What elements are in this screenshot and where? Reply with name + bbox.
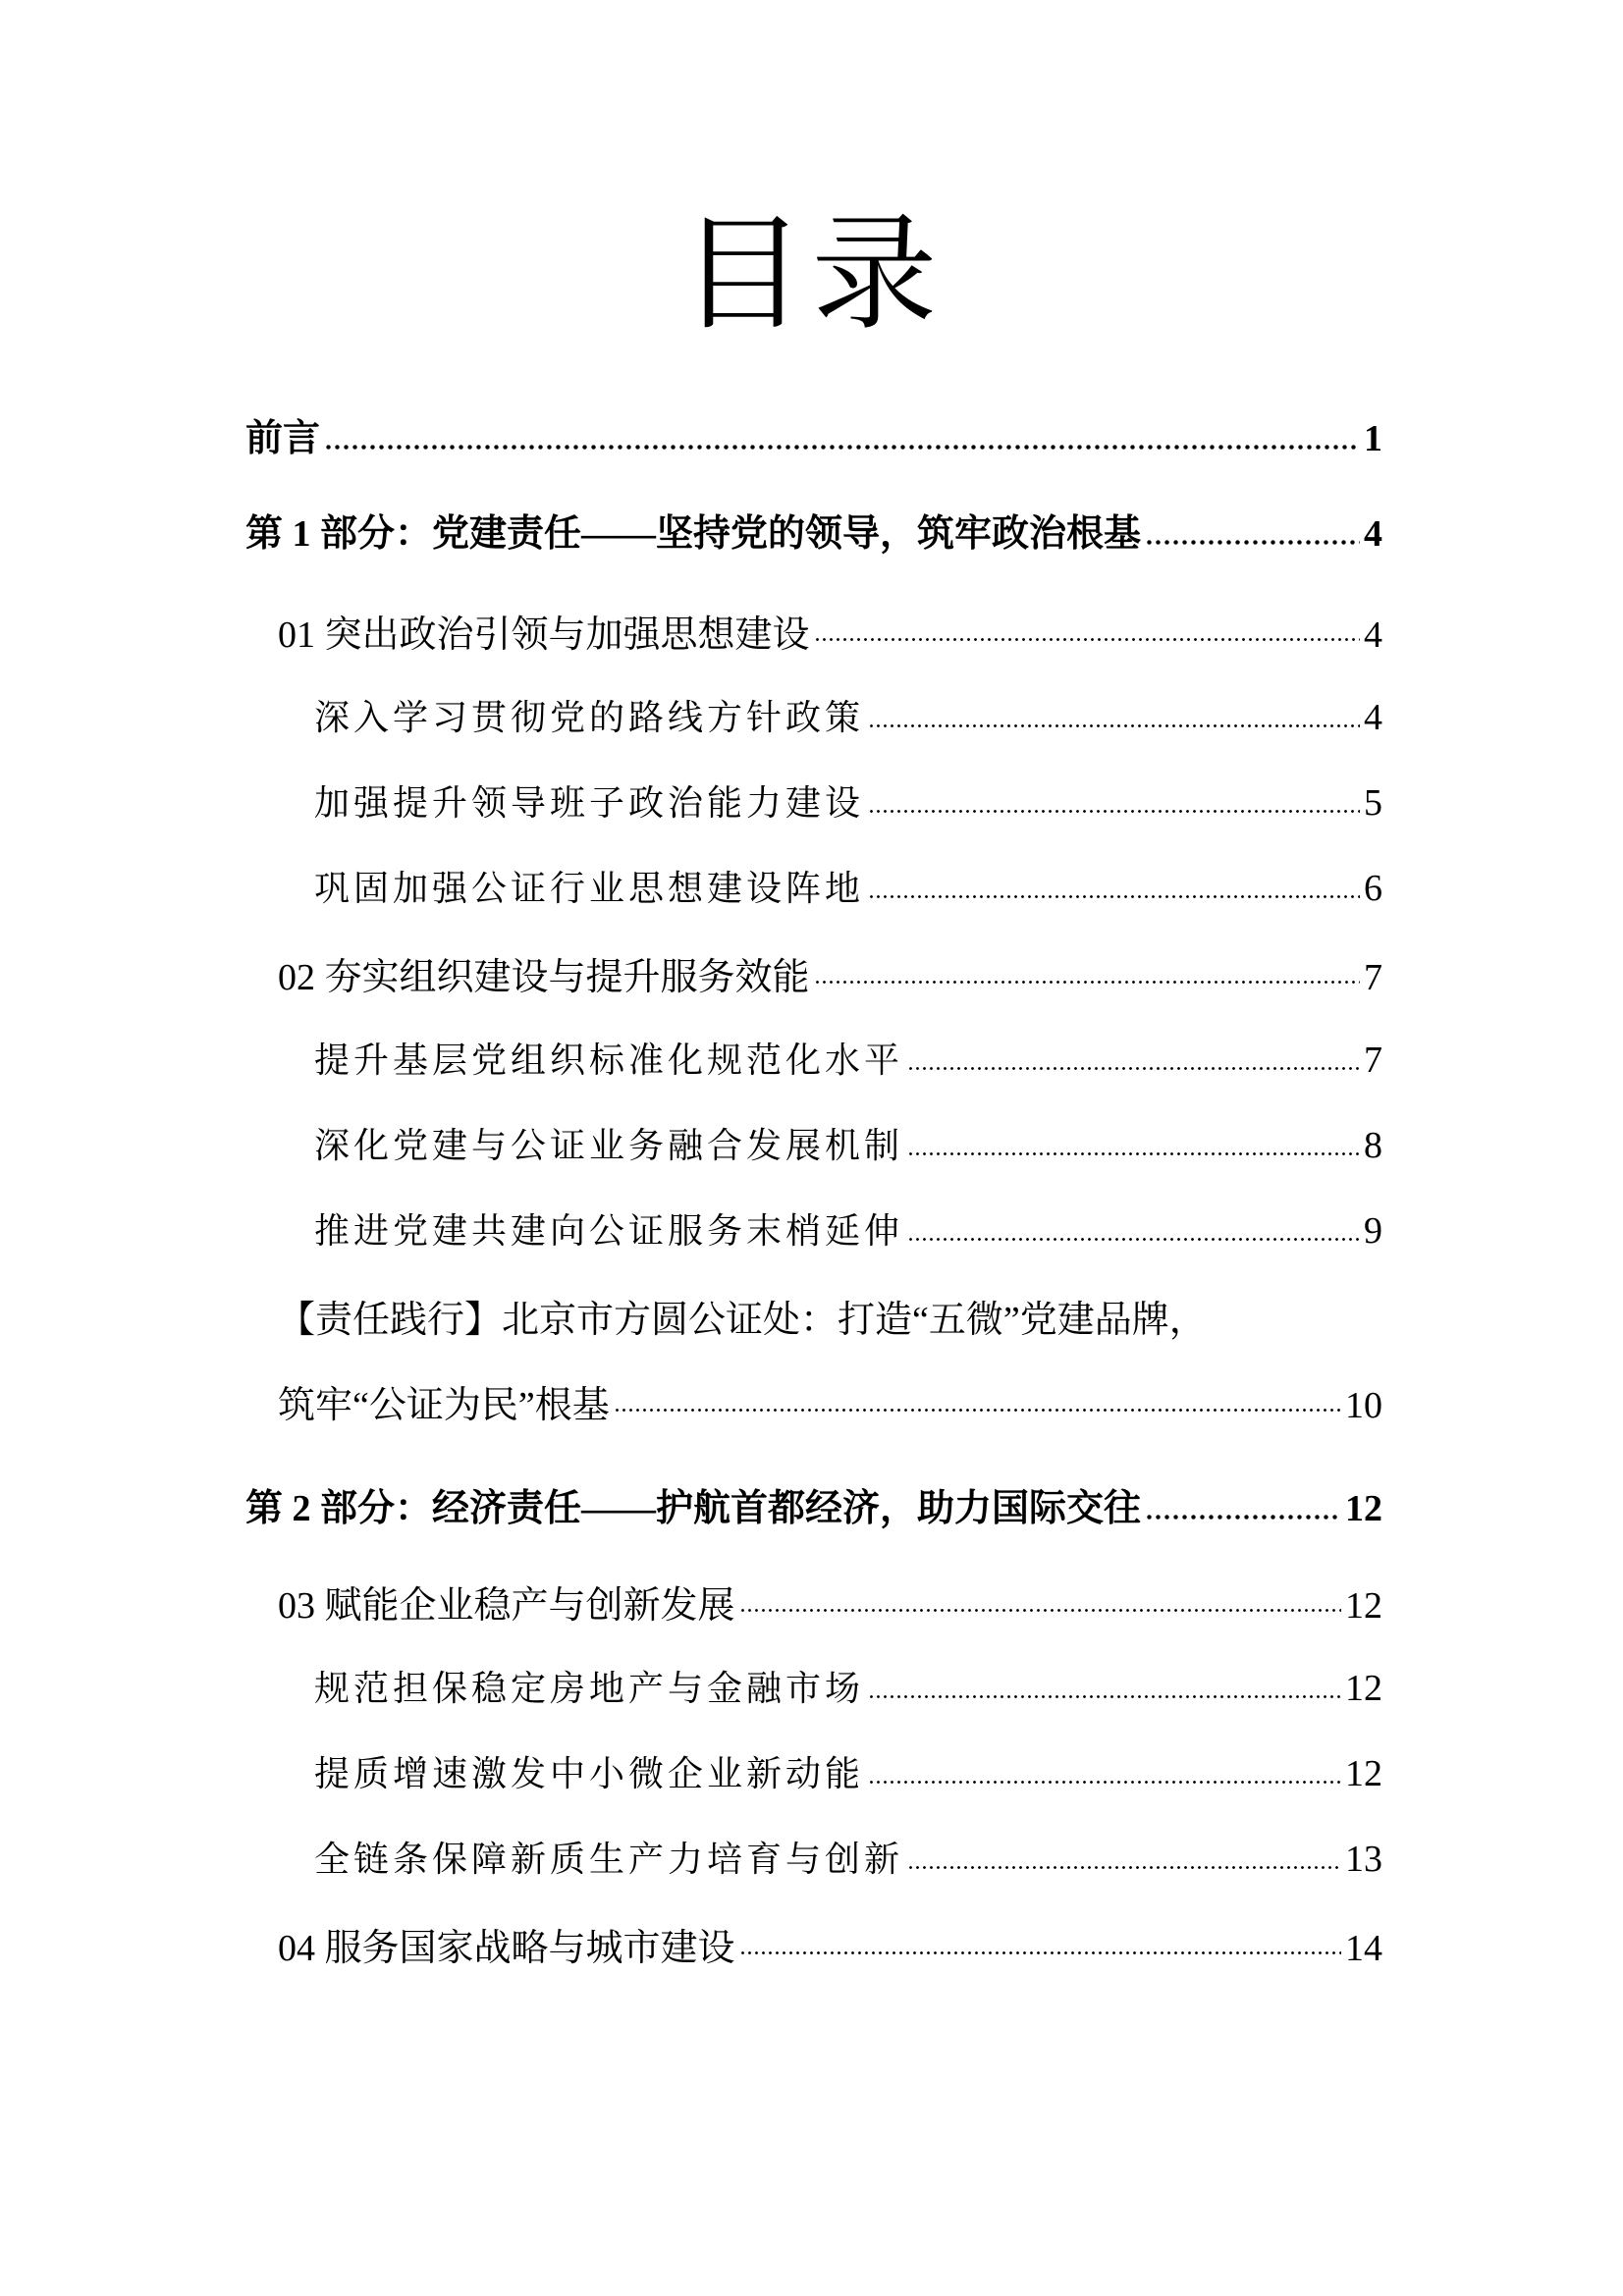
dot-leader [324,437,1360,456]
dot-leader [739,1943,1341,1962]
dot-leader [1145,1507,1341,1526]
toc-page-number: 14 [1345,1928,1382,1969]
dot-leader [868,801,1360,821]
dot-leader [739,1600,1341,1620]
toc-page-number: 6 [1364,868,1382,909]
dot-leader [868,886,1360,906]
dot-leader [868,1686,1341,1706]
toc-entry-label: 04 服务国家战略与城市建设 [278,1928,735,1969]
dot-leader [814,972,1360,991]
toc-entry-section-02[interactable] [278,946,1382,1005]
dot-leader [907,1144,1360,1163]
dot-leader [814,629,1360,649]
toc-page-number: 13 [1345,1839,1382,1880]
toc-entry-label: 加强提升领导班子政治能力建设 [314,783,865,823]
toc-entry-label: 巩固加强公证行业思想建设阵地 [314,869,865,908]
toc-entry-preface[interactable] [245,407,1382,466]
toc-entry-label: 第 1 部分：党建责任——坚持党的领导，筑牢政治根基 [245,513,1142,555]
toc-page-number: 10 [1345,1385,1382,1426]
page-title: 目录 [679,201,944,347]
toc-page-number: 4 [1364,614,1382,656]
toc-entry-label: 第 2 部分：经济责任——护航首都经济，助力国际交往 [245,1488,1142,1529]
toc-entry-label: 筑牢“公证为民”根基 [278,1385,610,1426]
toc-entry-label: 提质增速激发中小微企业新动能 [314,1754,865,1793]
toc-entry-subsection[interactable] [314,1661,1382,1720]
dot-leader [907,1857,1341,1877]
toc-page-number: 9 [1364,1210,1382,1252]
toc-entry-case-study[interactable] [278,1374,1382,1433]
toc-entry-label: 前言 [245,418,321,459]
toc-page-number: 12 [1345,1585,1382,1627]
toc-entry-label: 03 赋能企业稳产与创新发展 [278,1585,735,1627]
toc-page-number: 12 [1345,1668,1382,1709]
toc-entry-label: 02 夯实组织建设与提升服务效能 [278,957,810,998]
toc-entry-section-04[interactable] [278,1917,1382,1976]
toc-entry-label: 深化党建与公证业务融合发展机制 [314,1126,904,1165]
toc-entry-label: 01 突出政治引领与加强思想建设 [278,614,810,656]
toc-page-number: 4 [1364,513,1382,555]
toc-entry-subsection[interactable] [314,1118,1382,1177]
toc-page-number: 4 [1364,697,1382,738]
dot-leader [614,1400,1341,1419]
toc-entry-case-study-line1[interactable]: 【责任践行】北京市方圆公证处：打造“五微”党建品牌， [278,1300,1207,1341]
toc-entry-subsection[interactable] [314,861,1382,920]
toc-entry-label: 规范担保稳定房地产与金融市场 [314,1669,865,1708]
toc-entry-label: 深入学习贯彻党的路线方针政策 [314,698,865,737]
toc-page-number: 5 [1364,782,1382,824]
toc-page-number: 7 [1364,1040,1382,1081]
toc-page-number: 7 [1364,957,1382,998]
toc-entry-label: 全链条保障新质生产力培育与创新 [314,1840,904,1879]
toc-entry-section-01[interactable] [278,604,1382,663]
toc-page-number: 1 [1364,418,1382,459]
toc-page-number: 12 [1345,1753,1382,1794]
dot-leader [907,1058,1360,1078]
dot-leader [907,1229,1360,1249]
toc-entry-subsection[interactable] [314,1746,1382,1805]
dot-leader [868,1772,1341,1791]
toc-entry-part-1[interactable] [245,503,1382,561]
toc-entry-label: 推进党建共建向公证服务末梢延伸 [314,1211,904,1251]
dot-leader [868,716,1360,735]
dot-leader [1145,532,1360,552]
toc-entry-subsection[interactable] [314,1832,1382,1891]
toc-entry-subsection[interactable] [314,690,1382,749]
toc-entry-subsection[interactable] [314,1033,1382,1092]
toc-entry-subsection[interactable] [314,1203,1382,1262]
toc-entry-section-03[interactable] [278,1575,1382,1633]
toc-page-number: 12 [1345,1488,1382,1529]
toc-entry-part-2[interactable] [245,1477,1382,1536]
toc-entry-subsection[interactable] [314,775,1382,834]
toc-entry-label: 提升基层党组织标准化规范化水平 [314,1041,904,1080]
toc-page-number: 8 [1364,1125,1382,1166]
